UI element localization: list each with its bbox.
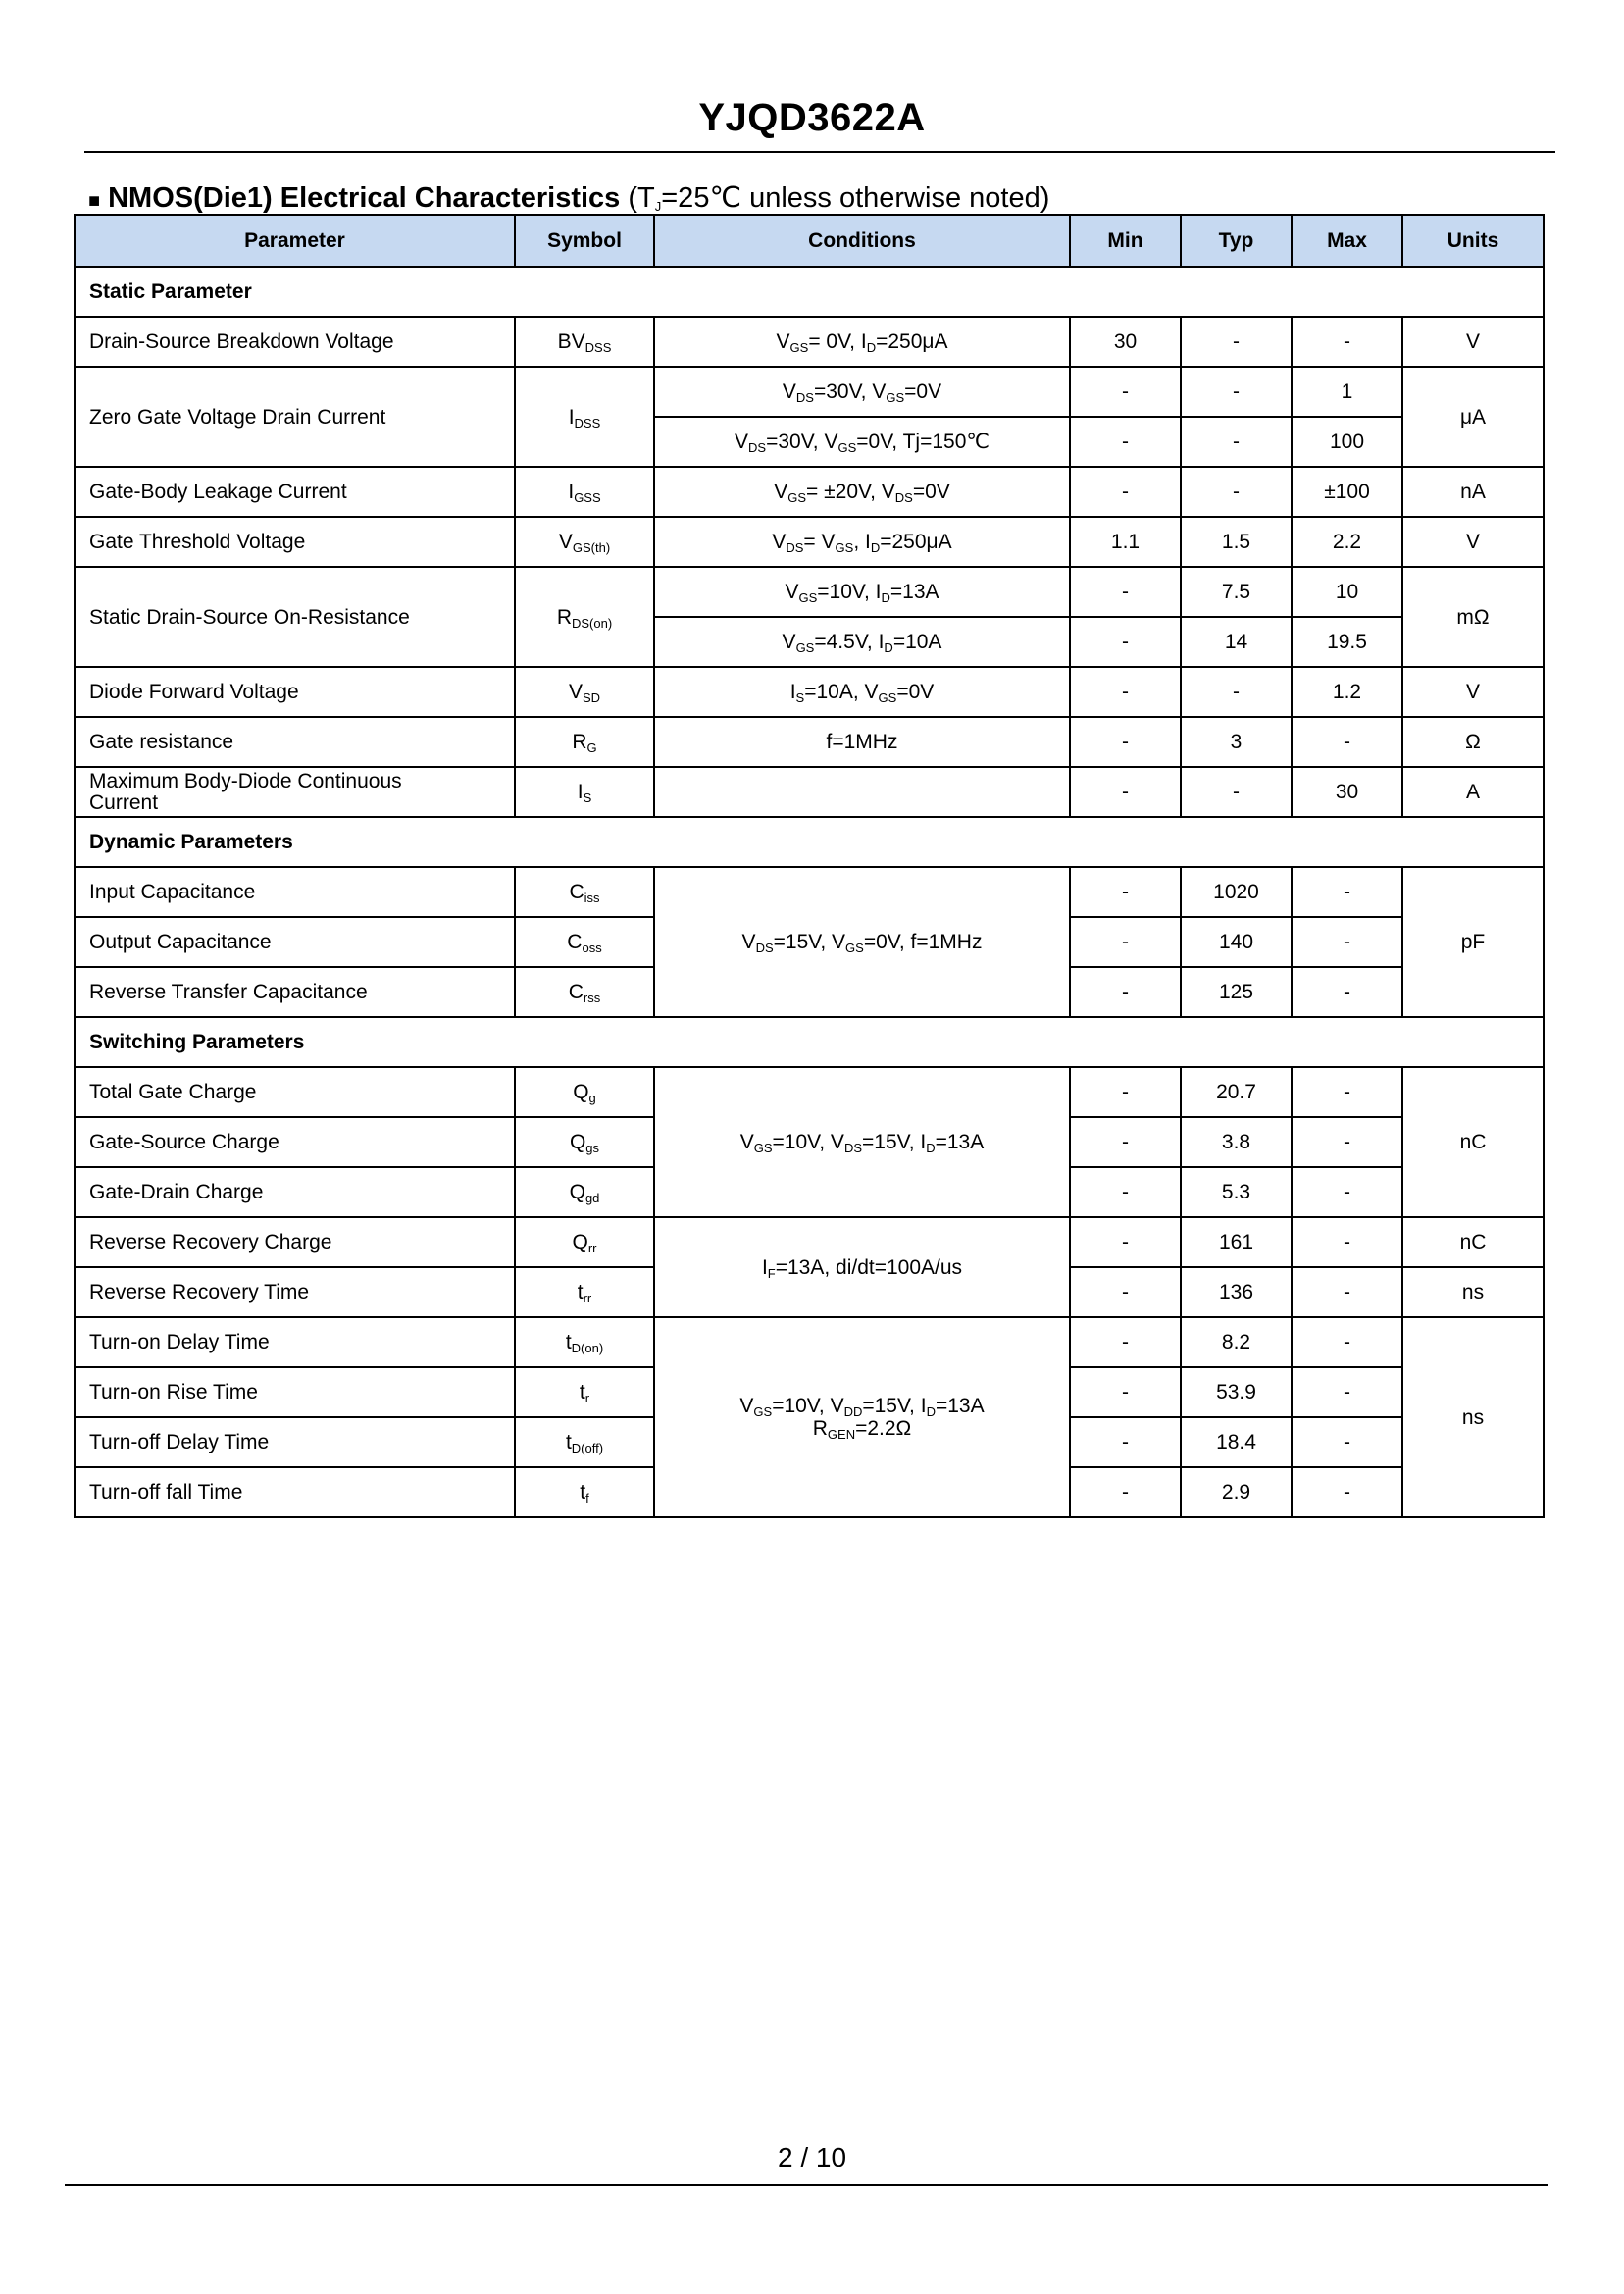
condition-cell: $V_{DS}=15V$, $V_{GS}=0V$, f=1MHz [654, 867, 1070, 1017]
typ-cell: 18.4 [1181, 1417, 1292, 1467]
min-cell: - [1070, 367, 1181, 417]
min-cell: - [1070, 1467, 1181, 1517]
table-row [75, 1067, 1544, 1117]
group-label: Static Parameter [75, 267, 1544, 317]
symbol-cell: $C_{iss}$ [515, 867, 654, 917]
condition-cell: $V_{DS}=30V$, $V_{GS}=0V$, Tj=150℃ [654, 417, 1070, 467]
typ-cell: 136 [1181, 1267, 1292, 1317]
typ-cell: 7.5 [1181, 567, 1292, 617]
typ-cell: 140 [1181, 917, 1292, 967]
table-row [75, 517, 1544, 567]
condition-cell: $V_{GS}= 0V$, $I_D=250\mu A$ [654, 317, 1070, 367]
param-cell: Maximum Body-Diode Continuous Current [75, 767, 515, 817]
unit-cell: ns [1402, 1317, 1544, 1517]
min-cell: - [1070, 1417, 1181, 1467]
header-conditions: Conditions [654, 215, 1070, 267]
max-cell: 1.2 [1292, 667, 1402, 717]
max-cell: - [1292, 1167, 1402, 1217]
param-cell: Turn-off Delay Time [75, 1417, 515, 1467]
min-cell: - [1070, 867, 1181, 917]
footer-divider [65, 2184, 1548, 2186]
param-cell: Gate-Drain Charge [75, 1167, 515, 1217]
param-cell: Input Capacitance [75, 867, 515, 917]
table-row [75, 367, 1544, 417]
section-title: NMOS(Die1) Electrical Characteristics [108, 182, 621, 214]
typ-cell: - [1181, 767, 1292, 817]
max-cell: 10 [1292, 567, 1402, 617]
header-parameter: Parameter [75, 215, 515, 267]
max-cell: 30 [1292, 767, 1402, 817]
unit-cell: pF [1402, 867, 1544, 1017]
condition-cell: $V_{GS}=10V$, $V_{DD}=15V$, $I_D=13A$ $R_{GEN}=2.2\Omega$ [654, 1317, 1070, 1517]
unit-cell: nC [1402, 1067, 1544, 1217]
max-cell: 2.2 [1292, 517, 1402, 567]
condition-cell: $V_{GS}=10V$, $V_{DS}=15V$, $I_D=13A$ [654, 1067, 1070, 1217]
condition-cell: $I_F=13A$, di/dt=100A/us [654, 1217, 1070, 1317]
min-cell: - [1070, 1367, 1181, 1417]
typ-cell: - [1181, 667, 1292, 717]
symbol-cell: $t_{D(on)}$ [515, 1317, 654, 1367]
group-row-switching [75, 1017, 1544, 1067]
min-cell: - [1070, 1217, 1181, 1267]
param-cell: Gate-Body Leakage Current [75, 467, 515, 517]
table-row [75, 717, 1544, 767]
unit-cell: mΩ [1402, 567, 1544, 667]
symbol-cell: $Q_{rr}$ [515, 1217, 654, 1267]
typ-cell: 161 [1181, 1217, 1292, 1267]
condition-cell: $V_{GS}=4.5V$, $I_D=10A$ [654, 617, 1070, 667]
condition-cell: $V_{GS}=10V$, $I_D=13A$ [654, 567, 1070, 617]
min-cell: - [1070, 767, 1181, 817]
typ-cell: 2.9 [1181, 1467, 1292, 1517]
max-cell: - [1292, 967, 1402, 1017]
symbol-cell: $R_{DS(on)}$ [515, 567, 654, 667]
typ-cell: 20.7 [1181, 1067, 1292, 1117]
typ-cell: 8.2 [1181, 1317, 1292, 1367]
condition-cell: $V_{GS}= \pm 20V$, $V_{DS}=0V$ [654, 467, 1070, 517]
header-min: Min [1070, 215, 1181, 267]
typ-cell: 53.9 [1181, 1367, 1292, 1417]
param-cell: Turn-on Delay Time [75, 1317, 515, 1367]
min-cell: - [1070, 667, 1181, 717]
condition-cell: $V_{DS}=30V$, $V_{GS}=0V$ [654, 367, 1070, 417]
param-cell: Output Capacitance [75, 917, 515, 967]
unit-cell: V [1402, 667, 1544, 717]
symbol-cell: $I_{GSS}$ [515, 467, 654, 517]
max-cell: 100 [1292, 417, 1402, 467]
min-cell: - [1070, 717, 1181, 767]
table-row [75, 467, 1544, 517]
max-cell: 1 [1292, 367, 1402, 417]
max-cell: - [1292, 1267, 1402, 1317]
param-cell: Reverse Transfer Capacitance [75, 967, 515, 1017]
header-max: Max [1292, 215, 1402, 267]
title-divider [84, 151, 1555, 153]
square-bullet-icon: ■ [88, 190, 101, 212]
min-cell: - [1070, 1167, 1181, 1217]
symbol-cell: $I_{DSS}$ [515, 367, 654, 467]
min-cell: - [1070, 1117, 1181, 1167]
unit-cell: ns [1402, 1267, 1544, 1317]
symbol-cell: $I_S$ [515, 767, 654, 817]
condition-cell: f=1MHz [654, 717, 1070, 767]
symbol-cell: $t_r$ [515, 1367, 654, 1417]
min-cell: - [1070, 467, 1181, 517]
param-cell: Turn-off fall Time [75, 1467, 515, 1517]
document-title: YJQD3622A [698, 96, 926, 139]
max-cell: - [1292, 1417, 1402, 1467]
condition-cell: $I_S=10A$, $V_{GS}=0V$ [654, 667, 1070, 717]
symbol-cell: $t_{D(off)}$ [515, 1417, 654, 1467]
min-cell: 30 [1070, 317, 1181, 367]
symbol-cell: $C_{rss}$ [515, 967, 654, 1017]
symbol-cell: $C_{oss}$ [515, 917, 654, 967]
min-cell: - [1070, 417, 1181, 467]
group-label: Switching Parameters [75, 1017, 1544, 1067]
symbol-cell: $BV_{DSS}$ [515, 317, 654, 367]
condition-cell: $V_{DS}= V_{GS}$, $I_D=250\mu A$ [654, 517, 1070, 567]
table-row [75, 1317, 1544, 1367]
table-row [75, 767, 1544, 817]
electrical-characteristics-table [74, 214, 1545, 1518]
typ-cell: - [1181, 317, 1292, 367]
typ-cell: - [1181, 417, 1292, 467]
min-cell: - [1070, 617, 1181, 667]
table-row [75, 567, 1544, 617]
max-cell: - [1292, 317, 1402, 367]
max-cell: - [1292, 1217, 1402, 1267]
unit-cell: μA [1402, 367, 1544, 467]
unit-cell: V [1402, 317, 1544, 367]
param-cell: Gate-Source Charge [75, 1117, 515, 1167]
page-number: 2 / 10 [777, 2142, 847, 2172]
min-cell: - [1070, 1067, 1181, 1117]
param-cell: Diode Forward Voltage [75, 667, 515, 717]
group-row-static [75, 267, 1544, 317]
typ-cell: 1020 [1181, 867, 1292, 917]
max-cell: - [1292, 1117, 1402, 1167]
param-cell: Turn-on Rise Time [75, 1367, 515, 1417]
typ-cell: 14 [1181, 617, 1292, 667]
typ-cell: 3 [1181, 717, 1292, 767]
param-cell: Static Drain-Source On-Resistance [75, 567, 515, 667]
symbol-cell: $V_{SD}$ [515, 667, 654, 717]
section-heading [88, 180, 1049, 215]
unit-cell: A [1402, 767, 1544, 817]
typ-cell: 1.5 [1181, 517, 1292, 567]
min-cell: - [1070, 567, 1181, 617]
typ-cell: - [1181, 467, 1292, 517]
group-label: Dynamic Parameters [75, 817, 1544, 867]
unit-cell: V [1402, 517, 1544, 567]
table-row [75, 1217, 1544, 1267]
header-typ: Typ [1181, 215, 1292, 267]
max-cell: - [1292, 867, 1402, 917]
param-cell: Reverse Recovery Time [75, 1267, 515, 1317]
header-symbol: Symbol [515, 215, 654, 267]
max-cell: - [1292, 1467, 1402, 1517]
param-cell: Gate resistance [75, 717, 515, 767]
max-cell: - [1292, 1317, 1402, 1367]
typ-cell: 3.8 [1181, 1117, 1292, 1167]
param-cell: Zero Gate Voltage Drain Current [75, 367, 515, 467]
group-row-dynamic [75, 817, 1544, 867]
max-cell: - [1292, 1367, 1402, 1417]
unit-cell: nA [1402, 467, 1544, 517]
condition-cell [654, 767, 1070, 817]
symbol-cell: $t_{rr}$ [515, 1267, 654, 1317]
symbol-cell: $R_G$ [515, 717, 654, 767]
min-cell: - [1070, 967, 1181, 1017]
max-cell: 19.5 [1292, 617, 1402, 667]
max-cell: ±100 [1292, 467, 1402, 517]
symbol-cell: $Q_g$ [515, 1067, 654, 1117]
typ-cell: 5.3 [1181, 1167, 1292, 1217]
symbol-cell: $Q_{gs}$ [515, 1117, 654, 1167]
symbol-cell: $V_{GS(th)}$ [515, 517, 654, 567]
typ-cell: 125 [1181, 967, 1292, 1017]
param-cell: Drain-Source Breakdown Voltage [75, 317, 515, 367]
max-cell: - [1292, 1067, 1402, 1117]
param-cell: Reverse Recovery Charge [75, 1217, 515, 1267]
min-cell: - [1070, 917, 1181, 967]
max-cell: - [1292, 917, 1402, 967]
header-units: Units [1402, 215, 1544, 267]
table-row [75, 667, 1544, 717]
table-header-row [75, 215, 1544, 267]
unit-cell: Ω [1402, 717, 1544, 767]
min-cell: 1.1 [1070, 517, 1181, 567]
max-cell: - [1292, 717, 1402, 767]
symbol-cell: $t_f$ [515, 1467, 654, 1517]
symbol-cell: $Q_{gd}$ [515, 1167, 654, 1217]
param-cell: Total Gate Charge [75, 1067, 515, 1117]
section-condition: ($T_J=25℃$ unless otherwise noted) [628, 182, 1050, 214]
typ-cell: - [1181, 367, 1292, 417]
unit-cell: nC [1402, 1217, 1544, 1267]
table-row [75, 317, 1544, 367]
table-row [75, 867, 1544, 917]
min-cell: - [1070, 1267, 1181, 1317]
param-cell: Gate Threshold Voltage [75, 517, 515, 567]
min-cell: - [1070, 1317, 1181, 1367]
